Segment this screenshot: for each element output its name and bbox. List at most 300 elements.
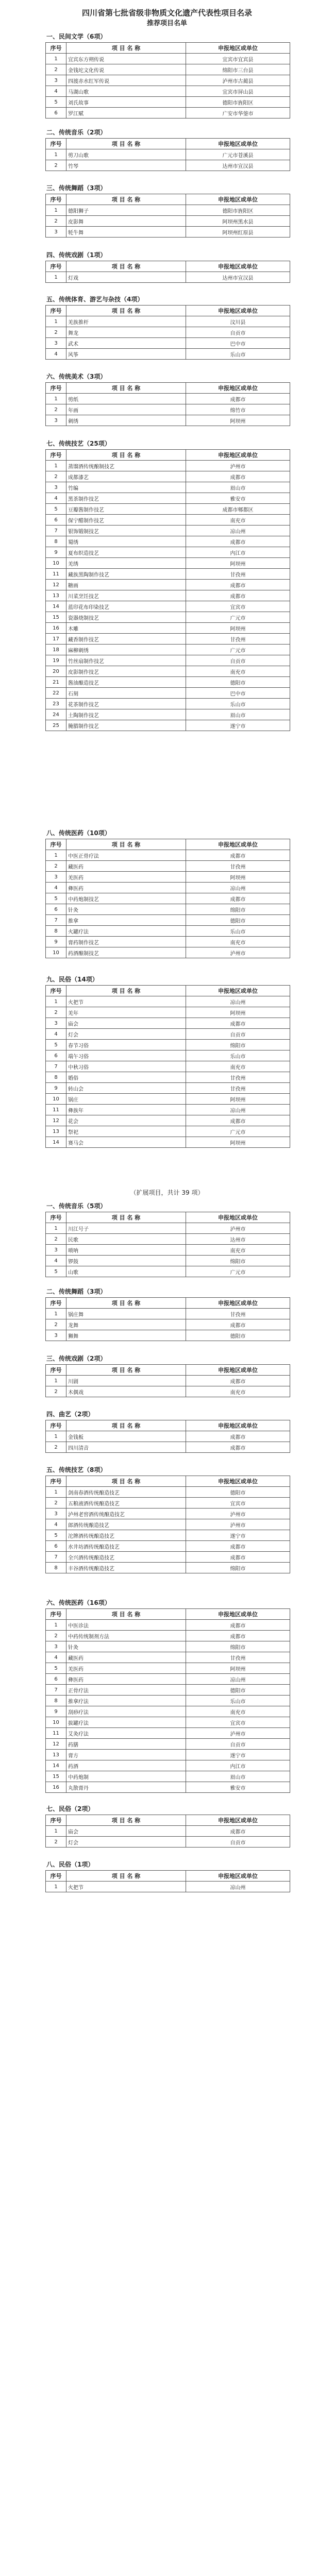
list-section: [45, 1286, 290, 1341]
row-number: 6: [46, 904, 66, 915]
header-name: 项 目 名 称: [66, 1365, 186, 1376]
project-name: 舞龙: [66, 327, 186, 338]
project-name: 剑南春酒传统酿造技艺: [66, 1487, 186, 1498]
project-name: 赛马会: [66, 1137, 186, 1148]
project-table: [45, 42, 290, 118]
row-number: 6: [46, 1541, 66, 1552]
region-name: 成都市郫都区: [186, 504, 290, 515]
region-name: 成都市: [186, 1552, 290, 1563]
project-table: [45, 985, 290, 1148]
region-name: 成都市: [186, 1376, 290, 1386]
region-name: 泸州市: [186, 461, 290, 471]
table-header-row: [46, 1212, 290, 1223]
section-heading: 五、传统体育、游艺与杂技（4项）: [46, 296, 144, 303]
table-row: [46, 1771, 290, 1782]
project-name: 金钱坨文化传说: [66, 64, 186, 75]
header-no: 序号: [46, 1420, 66, 1431]
project-name: 麻柳刺绣: [66, 645, 186, 655]
table-header-row: [46, 1420, 290, 1431]
project-name: 蜀绣: [66, 536, 186, 547]
list-section: [45, 827, 290, 958]
table-row: [46, 1882, 290, 1892]
row-number: 18: [46, 645, 66, 655]
table-row: [46, 688, 290, 699]
region-name: 甘孜州: [186, 1309, 290, 1319]
section-heading: 七、民俗（2项）: [46, 1805, 94, 1812]
project-table: [45, 1476, 290, 1573]
row-number: 13: [46, 1126, 66, 1137]
row-number: 8: [46, 536, 66, 547]
table-row: [46, 634, 290, 645]
region-name: 泸州市: [186, 1728, 290, 1739]
list-section: [45, 31, 290, 118]
region-name: 广元市: [186, 1266, 290, 1277]
region-name: 泸州市: [186, 947, 290, 958]
header-name: 项 目 名 称: [66, 1871, 186, 1882]
row-number: 12: [46, 580, 66, 590]
region-name: 德阳市: [186, 677, 290, 688]
region-name: 广元市: [186, 645, 290, 655]
project-name: 四川清音: [66, 1442, 186, 1453]
row-number: 8: [46, 1696, 66, 1706]
table-row: [46, 1094, 290, 1105]
table-header-row: [46, 450, 290, 461]
row-number: 1: [46, 1620, 66, 1631]
project-name: 山歌: [66, 1266, 186, 1277]
region-name: 阿坝州黑水县: [186, 216, 290, 227]
table-header-row: [46, 1871, 290, 1882]
table-row: [46, 54, 290, 64]
table-row: [46, 1620, 290, 1631]
row-number: 7: [46, 1552, 66, 1563]
table-row: [46, 1083, 290, 1094]
table-row: [46, 1386, 290, 1397]
row-number: 1: [46, 996, 66, 1007]
row-number: 2: [46, 1498, 66, 1509]
row-number: 4: [46, 1029, 66, 1040]
header-region: 申报地区或单位: [186, 986, 290, 996]
table-header-row: [46, 194, 290, 205]
table-row: [46, 1376, 290, 1386]
project-name: 膏药制作技艺: [66, 937, 186, 947]
table-row: [46, 216, 290, 227]
table-row: [46, 1631, 290, 1641]
region-name: 泸州市: [186, 1509, 290, 1519]
region-name: 广元市: [186, 1126, 290, 1137]
header-no: 序号: [46, 43, 66, 54]
region-name: 自贡市: [186, 655, 290, 666]
header-no: 序号: [46, 1298, 66, 1309]
table-row: [46, 1105, 290, 1115]
row-number: 3: [46, 227, 66, 238]
section-heading: 一、民间文学（6项）: [46, 33, 107, 40]
row-number: 2: [46, 1386, 66, 1397]
list-title: 推荐项目名单: [146, 20, 187, 27]
header-no: 序号: [46, 1212, 66, 1223]
row-number: 7: [46, 526, 66, 536]
region-name: 甘孜州: [186, 861, 290, 872]
region-name: 自贡市: [186, 1837, 290, 1848]
row-number: 6: [46, 1674, 66, 1685]
row-number: 8: [46, 1072, 66, 1083]
table-row: [46, 536, 290, 547]
list-section: [45, 1859, 290, 1892]
project-name: 彝族年: [66, 1105, 186, 1115]
project-name: 中药炮制技艺: [66, 893, 186, 904]
section-heading: 四、曲艺（2项）: [46, 1411, 94, 1418]
table-row: [46, 1498, 290, 1509]
table-row: [46, 1072, 290, 1083]
region-name: 乐山市: [186, 1050, 290, 1061]
project-name: 全兴酒传统酿造技艺: [66, 1552, 186, 1563]
region-name: 汶川县: [186, 316, 290, 327]
region-name: 泸州市: [186, 1223, 290, 1234]
project-name: 火罐疗法: [66, 926, 186, 937]
project-name: 花会: [66, 1115, 186, 1126]
row-number: 2: [46, 1442, 66, 1453]
header-no: 序号: [46, 1815, 66, 1826]
list-section: [45, 249, 290, 283]
table-row: [46, 1126, 290, 1137]
header-region: 申报地区或单位: [186, 1420, 290, 1431]
table-row: [46, 108, 290, 118]
header-region: 申报地区或单位: [186, 1815, 290, 1826]
section-heading: 四、传统戏剧（1项）: [46, 251, 107, 259]
table-row: [46, 415, 290, 426]
region-name: 成都市: [186, 590, 290, 601]
region-name: 成都市: [186, 1442, 290, 1453]
row-number: 1: [46, 1376, 66, 1386]
row-number: 1: [46, 149, 66, 160]
row-number: 17: [46, 634, 66, 645]
table-row: [46, 349, 290, 360]
table-row: [46, 1319, 290, 1330]
row-number: 2: [46, 471, 66, 482]
region-name: 达州市: [186, 1234, 290, 1245]
row-number: 4: [46, 349, 66, 360]
region-name: 成都市: [186, 850, 290, 861]
header-region: 申报地区或单位: [186, 1871, 290, 1882]
project-name: 沱牌酒传统酿造技艺: [66, 1530, 186, 1541]
table-row: [46, 1519, 290, 1530]
table-row: [46, 493, 290, 504]
region-name: 阿坝州: [186, 415, 290, 426]
section-heading: 二、传统舞蹈（3项）: [46, 1288, 107, 1295]
row-number: 7: [46, 1061, 66, 1072]
row-number: 3: [46, 482, 66, 493]
table-row: [46, 1663, 290, 1674]
row-number: 5: [46, 1266, 66, 1277]
project-name: 灯戏: [66, 272, 186, 283]
row-number: 1: [46, 394, 66, 404]
project-name: 保宁醋制作技艺: [66, 515, 186, 526]
region-name: 遂宁市: [186, 1750, 290, 1760]
header-name: 项 目 名 称: [66, 1420, 186, 1431]
project-name: 藏族黑陶制作技艺: [66, 569, 186, 580]
region-name: 南充市: [186, 515, 290, 526]
row-number: 5: [46, 97, 66, 108]
header-no: 序号: [46, 450, 66, 461]
region-name: 绵阳市: [186, 1256, 290, 1266]
row-number: 1: [46, 205, 66, 216]
region-name: 绵竹市: [186, 404, 290, 415]
project-name: 腌腊制作技艺: [66, 720, 186, 731]
region-name: 甘孜州: [186, 569, 290, 580]
row-number: 13: [46, 590, 66, 601]
table-row: [46, 205, 290, 216]
region-name: 眉山市: [186, 1771, 290, 1782]
table-row: [46, 227, 290, 238]
project-name: 土陶制作技艺: [66, 709, 186, 720]
region-name: 绵阳市: [186, 1040, 290, 1050]
table-row: [46, 872, 290, 883]
project-name: 正骨疗法: [66, 1685, 186, 1696]
row-number: 3: [46, 1509, 66, 1519]
project-name: 药酒: [66, 1760, 186, 1771]
row-number: 7: [46, 1685, 66, 1696]
region-name: 巴中市: [186, 338, 290, 349]
row-number: 11: [46, 1105, 66, 1115]
region-name: 宜宾市屏山县: [186, 86, 290, 97]
row-number: 1: [46, 1826, 66, 1837]
header-region: 申报地区或单位: [186, 839, 290, 850]
header-name: 项 目 名 称: [66, 1815, 186, 1826]
list-section: [45, 182, 290, 238]
region-name: 绵阳市: [186, 904, 290, 915]
table-row: [46, 1685, 290, 1696]
project-name: 火把节: [66, 996, 186, 1007]
region-name: 眉山市: [186, 482, 290, 493]
region-name: 南充市: [186, 1706, 290, 1717]
table-row: [46, 1837, 290, 1848]
region-name: 成都市: [186, 1826, 290, 1837]
region-name: 德阳市: [186, 1685, 290, 1696]
table-row: [46, 926, 290, 937]
header-name: 项 目 名 称: [66, 986, 186, 996]
project-name: 锅庄舞: [66, 1309, 186, 1319]
project-name: 羌年: [66, 1007, 186, 1018]
table-row: [46, 1782, 290, 1793]
project-name: 川剧: [66, 1376, 186, 1386]
table-row: [46, 1739, 290, 1750]
table-row: [46, 75, 290, 86]
project-name: 糖画: [66, 580, 186, 590]
list-section: [45, 371, 290, 426]
section-heading: 六、传统美术（3项）: [46, 373, 107, 380]
row-number: 2: [46, 1631, 66, 1641]
project-name: 锣鼓: [66, 1256, 186, 1266]
row-number: 3: [46, 338, 66, 349]
header-region: 申报地区或单位: [186, 1365, 290, 1376]
project-name: 酱油酿造技艺: [66, 677, 186, 688]
table-row: [46, 699, 290, 709]
project-name: 皮影舞: [66, 216, 186, 227]
project-name: 川江号子: [66, 1223, 186, 1234]
header-name: 项 目 名 称: [66, 1476, 186, 1487]
table-row: [46, 1040, 290, 1050]
header-no: 序号: [46, 383, 66, 394]
table-header-row: [46, 43, 290, 54]
region-name: 凉山州: [186, 526, 290, 536]
region-name: 阿坝州: [186, 1663, 290, 1674]
project-table: [45, 449, 290, 731]
section-heading: 八、传统医药（10项）: [46, 829, 111, 837]
project-name: 拔罐疗法: [66, 1717, 186, 1728]
project-name: 中药炮制: [66, 1771, 186, 1782]
table-row: [46, 1552, 290, 1563]
row-number: 14: [46, 1137, 66, 1148]
table-row: [46, 1563, 290, 1573]
row-number: 5: [46, 1663, 66, 1674]
table-row: [46, 720, 290, 731]
project-table: [45, 1815, 290, 1848]
header-name: 项 目 名 称: [66, 1609, 186, 1620]
table-row: [46, 526, 290, 536]
row-number: 5: [46, 893, 66, 904]
project-name: 成都漆艺: [66, 471, 186, 482]
header-region: 申报地区或单位: [186, 194, 290, 205]
table-row: [46, 404, 290, 415]
project-table: [45, 1212, 290, 1277]
table-row: [46, 1431, 290, 1442]
row-number: 14: [46, 601, 66, 612]
table-row: [46, 1234, 290, 1245]
region-name: 成都市: [186, 1319, 290, 1330]
list-note-extension: （扩展项目，共计 39 项）: [130, 1189, 204, 1196]
project-name: 民歌: [66, 1234, 186, 1245]
project-name: 黑茶制作技艺: [66, 493, 186, 504]
project-name: 蓝印花布印染技艺: [66, 601, 186, 612]
row-number: 1: [46, 1223, 66, 1234]
project-name: 宜宾东方朔传说: [66, 54, 186, 64]
row-number: 6: [46, 108, 66, 118]
row-number: 9: [46, 1083, 66, 1094]
region-name: 雅安市: [186, 1782, 290, 1793]
header-region: 申报地区或单位: [186, 383, 290, 394]
table-row: [46, 1541, 290, 1552]
table-row: [46, 547, 290, 558]
row-number: 3: [46, 1245, 66, 1256]
list-section: [45, 127, 290, 171]
row-number: 3: [46, 872, 66, 883]
row-number: 2: [46, 1234, 66, 1245]
table-row: [46, 937, 290, 947]
region-name: 凉山州: [186, 1674, 290, 1685]
project-name: 中医诊法: [66, 1620, 186, 1631]
table-row: [46, 1223, 290, 1234]
region-name: 乐山市: [186, 349, 290, 360]
project-name: 剪纸: [66, 394, 186, 404]
region-name: 成都市: [186, 471, 290, 482]
table-row: [46, 1530, 290, 1541]
region-name: 成都市: [186, 580, 290, 590]
region-name: 阿坝州红原县: [186, 227, 290, 238]
region-name: 德阳市: [186, 915, 290, 926]
header-region: 申报地区或单位: [186, 1212, 290, 1223]
header-region: 申报地区或单位: [186, 1609, 290, 1620]
region-name: 自贡市: [186, 1739, 290, 1750]
section-heading: 二、传统音乐（2项）: [46, 129, 107, 136]
row-number: 22: [46, 688, 66, 699]
project-name: 推拿: [66, 915, 186, 926]
table-row: [46, 160, 290, 171]
row-number: 12: [46, 1115, 66, 1126]
region-name: 雅安市: [186, 493, 290, 504]
project-name: 竹琴: [66, 160, 186, 171]
region-name: 绵阳市三台县: [186, 64, 290, 75]
region-name: 广安市华蓥市: [186, 108, 290, 118]
region-name: 成都市: [186, 1620, 290, 1631]
page-title: 四川省第七批省级非物质文化遗产代表性项目名录: [81, 8, 252, 18]
project-table: [45, 1420, 290, 1453]
project-name: 火把节: [66, 1882, 186, 1892]
table-row: [46, 947, 290, 958]
header-name: 项 目 名 称: [66, 383, 186, 394]
table-row: [46, 482, 290, 493]
row-number: 13: [46, 1750, 66, 1760]
project-name: 蒸馏酒传统酿制技艺: [66, 461, 186, 471]
row-number: 3: [46, 415, 66, 426]
region-name: 阿坝州: [186, 872, 290, 883]
row-number: 2: [46, 216, 66, 227]
header-name: 项 目 名 称: [66, 839, 186, 850]
table-header-row: [46, 1815, 290, 1826]
row-number: 3: [46, 1018, 66, 1029]
table-header-row: [46, 261, 290, 272]
project-name: 五粮液酒传统酿造技艺: [66, 1498, 186, 1509]
project-table: [45, 305, 290, 360]
region-name: 广元市: [186, 612, 290, 623]
table-row: [46, 338, 290, 349]
row-number: 4: [46, 1256, 66, 1266]
section-heading: 七、传统技艺（25项）: [46, 440, 111, 447]
project-name: 泸州老窖酒传统酿造技艺: [66, 1509, 186, 1519]
row-number: 1: [46, 1431, 66, 1442]
project-name: 针灸: [66, 904, 186, 915]
header-region: 申报地区或单位: [186, 306, 290, 316]
project-table: [45, 382, 290, 426]
header-no: 序号: [46, 194, 66, 205]
section-heading: 一、传统音乐（5项）: [46, 1202, 107, 1210]
list-section: [45, 438, 290, 731]
list-section: [45, 1353, 290, 1397]
project-name: 刮痧疗法: [66, 1706, 186, 1717]
row-number: 16: [46, 1782, 66, 1793]
project-name: 灯会: [66, 1029, 186, 1040]
header-no: 序号: [46, 1871, 66, 1882]
table-header-row: [46, 986, 290, 996]
region-name: 德阳市旌阳区: [186, 205, 290, 216]
header-no: 序号: [46, 1365, 66, 1376]
region-name: 南充市: [186, 1245, 290, 1256]
region-name: 甘孜州: [186, 1652, 290, 1663]
project-name: 端午习俗: [66, 1050, 186, 1061]
region-name: 乐山市: [186, 1696, 290, 1706]
project-name: 羌族推杆: [66, 316, 186, 327]
row-number: 5: [46, 1040, 66, 1050]
table-row: [46, 666, 290, 677]
region-name: 绵阳市: [186, 1563, 290, 1573]
project-table: [45, 138, 290, 171]
list-section: [45, 1409, 290, 1453]
row-number: 15: [46, 1771, 66, 1782]
project-name: 武术: [66, 338, 186, 349]
project-name: 锅庄: [66, 1094, 186, 1105]
section-heading: 三、传统戏剧（2项）: [46, 1355, 107, 1362]
project-name: 牦牛舞: [66, 227, 186, 238]
table-row: [46, 1728, 290, 1739]
table-row: [46, 861, 290, 872]
